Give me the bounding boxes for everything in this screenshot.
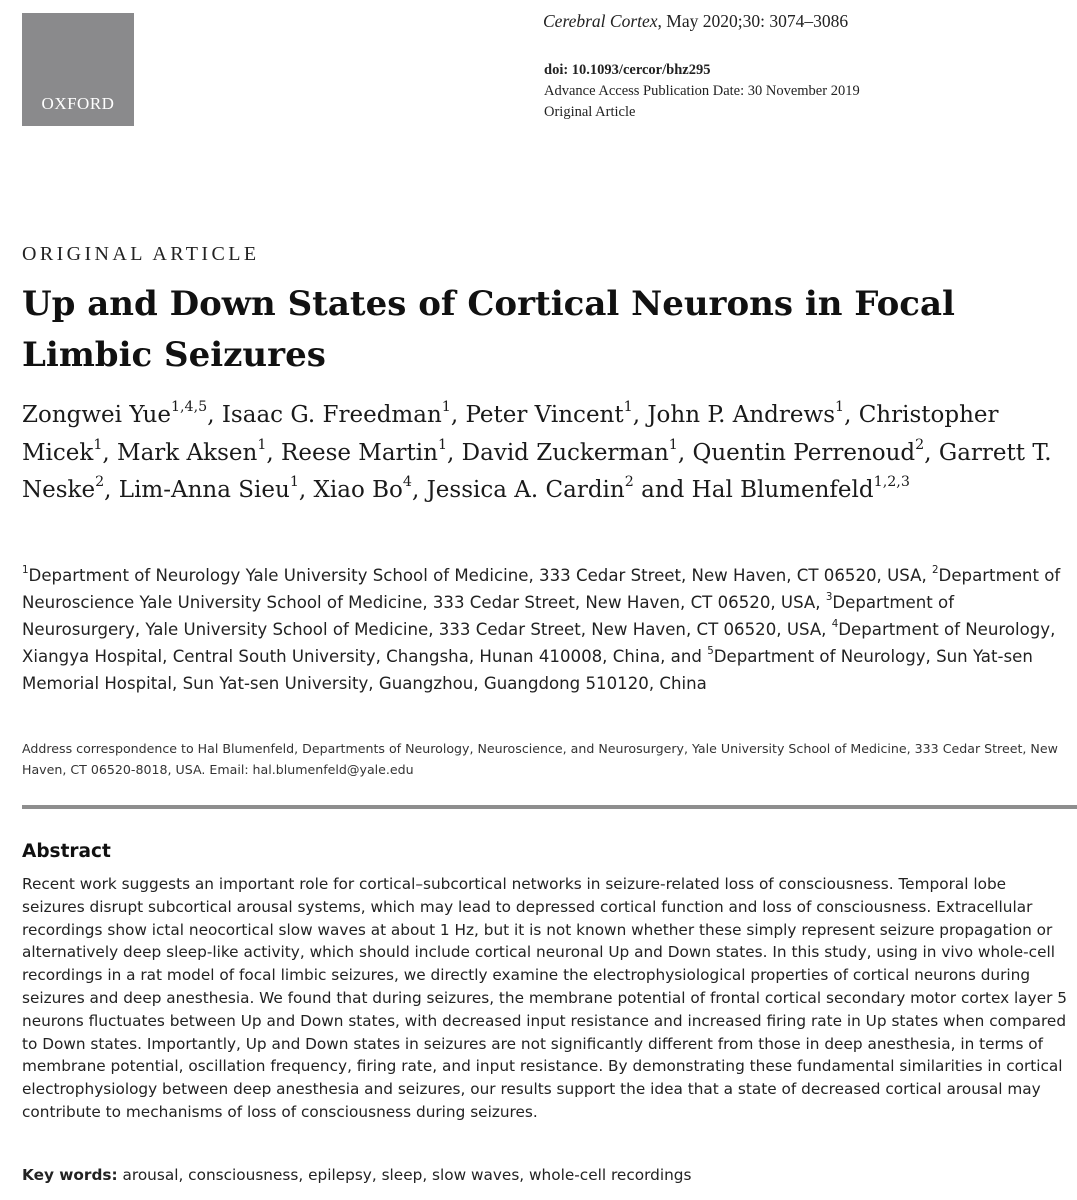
- affiliations: [22, 562, 1067, 697]
- article-title: Up and Down States of Cortical Neurons in Focal Limbic Seizures: [22, 284, 955, 375]
- author-separator: ,: [447, 439, 462, 466]
- article-meta: [544, 60, 860, 123]
- keywords-label: Key words:: [22, 1166, 118, 1184]
- affiliation-text: Department of Neuroscience Yale University School of Medicine, 333 Cedar Street, New Haven, CT 06520, USA,: [22, 566, 1061, 612]
- author-name: Xiao Bo: [313, 477, 403, 503]
- affiliation-number: 4: [831, 617, 839, 630]
- author-name: Hal Blumenfeld: [691, 477, 874, 503]
- author-separator: ,: [677, 439, 693, 466]
- affiliation-text: Department of Neurology Yale University School of Medicine, 333 Cedar Street, New Haven, CT 06520, USA,: [28, 566, 932, 585]
- author-affiliation-number: 1: [93, 436, 103, 453]
- article-type: Original Article: [544, 104, 636, 120]
- affiliation-number: 5: [707, 644, 714, 657]
- author-affiliation-number: 2: [95, 474, 105, 491]
- affiliation-text: Department of Neurology, Sun Yat-sen Memorial Hospital, Sun Yat-sen University, Guangzhou, Guangdong 510120, China: [22, 647, 1033, 693]
- author-separator: and: [633, 477, 692, 503]
- journal-issue: , May 2020;30: 3074–3086: [657, 11, 849, 31]
- affiliation-text: Department of Neurology, Xiangya Hospital, Central South University, Changsha, Hunan 410008, China, and: [22, 620, 1056, 666]
- journal-name: Cerebral Cortex: [543, 11, 658, 31]
- author-name: Peter Vincent: [465, 402, 624, 428]
- author-name: Isaac G. Freedman: [221, 402, 442, 428]
- author-affiliation-number: 1: [441, 399, 451, 416]
- author-separator: ,: [266, 439, 282, 466]
- author-separator: ,: [924, 439, 939, 466]
- author-affiliation-number: 1: [289, 474, 299, 491]
- affiliation-number: 1: [22, 563, 29, 576]
- author-affiliation-number: 1: [257, 436, 267, 453]
- oxford-logo: [22, 13, 134, 126]
- doi-label: doi:: [544, 62, 569, 78]
- author-separator: ,: [298, 477, 314, 503]
- author-separator: ,: [632, 402, 648, 428]
- author-list: [22, 397, 1067, 510]
- author-name: Quentin Perrenoud: [692, 439, 916, 466]
- publication-date: Advance Access Publication Date: 30 November 2019: [544, 83, 860, 99]
- keywords-text: arousal, consciousness, epilepsy, sleep, slow waves, whole-cell recordings: [117, 1166, 692, 1184]
- section-divider: [22, 805, 1077, 809]
- author-name: Mark Aksen: [117, 439, 258, 466]
- author-affiliation-number: 2: [624, 474, 634, 491]
- author-affiliation-number: 1: [668, 436, 678, 453]
- author-affiliation-number: 4: [402, 474, 412, 491]
- author-affiliation-number: 1: [437, 436, 448, 453]
- author-separator: ,: [207, 402, 222, 428]
- author-separator: ,: [450, 402, 466, 428]
- author-name: Zongwei Yue: [22, 402, 171, 428]
- author-affiliation-number: 1,4,5: [170, 399, 208, 416]
- article-kicker: ORIGINAL ARTICLE: [22, 243, 260, 265]
- author-name: Lim-Anna Sieu: [118, 477, 290, 503]
- abstract-body: Recent work suggests an important role for cortical–subcortical networks in seizure-related loss of consciousness. Temporal lobe seizures disrupt subcortical arousal systems, which may lead to depressed cortical function and loss of consciousness. Extracellular recordings show ictal neocortical slow waves at about 1 Hz, but it is not known whether these simply represent seizure propagation or alternatively deep sleep-like activity, which should include cortical neuronal Up and Down states. In this study, using in vivo whole-cell recordings in a rat model of focal limbic seizures, we directly examine the electrophysiological properties of cortical neurons during seizures and deep anesthesia. We found that during seizures, the membrane potential of frontal cortical secondary motor cortex layer 5 neurons fluctuates between Up and Down states, with decreased input resistance and increased firing rate in Up states when compared to Down states. Importantly, Up and Down states in seizures are not significantly different from those in deep anesthesia, in terms of membrane potential, oscillation frequency, firing rate, and input resistance. By demonstrating these fundamental similarities in cortical electrophysiology between deep anesthesia and seizures, our results support the idea that a state of decreased cortical arousal may contribute to mechanisms of loss of consciousness during seizures.: [22, 875, 1068, 1121]
- correspondence-address: Address correspondence to Hal Blumenfeld, Departments of Neurology, Neuroscience, and Neurosurgery, Yale University School of Medicine, 333 Cedar Street, New Haven, CT 06520-8018, USA. Email: hal.blumenfeld@yale.edu: [22, 741, 1058, 777]
- abstract-heading: Abstract: [22, 841, 111, 862]
- author-affiliation-number: 2: [915, 436, 925, 453]
- affiliation-text: Department of Neurosurgery, Yale University School of Medicine, 333 Cedar Street, New Haven, CT 06520, USA,: [22, 593, 955, 639]
- journal-citation: [543, 11, 848, 32]
- doi-line: [544, 60, 860, 81]
- author-name: Garrett T. Neske: [22, 439, 1052, 503]
- logo-text: OXFORD: [41, 94, 115, 113]
- affiliation-number: 2: [932, 563, 939, 576]
- author-name: Reese Martin: [281, 439, 438, 466]
- doi-value[interactable]: 10.1093/cercor/bhz295: [568, 62, 711, 78]
- author-separator: ,: [102, 439, 118, 466]
- author-separator: ,: [104, 477, 119, 503]
- author-name: Christopher Micek: [22, 402, 999, 466]
- author-affiliation-number: 1: [835, 399, 845, 416]
- author-separator: ,: [411, 477, 427, 503]
- author-affiliation-number: 1,2,3: [873, 474, 910, 491]
- affiliation-number: 3: [825, 590, 833, 603]
- author-name: John P. Andrews: [647, 402, 835, 428]
- author-separator: ,: [844, 402, 859, 428]
- author-name: David Zuckerman: [461, 439, 669, 466]
- author-name: Jessica A. Cardin: [426, 477, 625, 503]
- author-affiliation-number: 1: [623, 399, 633, 416]
- keywords: [22, 1164, 1072, 1186]
